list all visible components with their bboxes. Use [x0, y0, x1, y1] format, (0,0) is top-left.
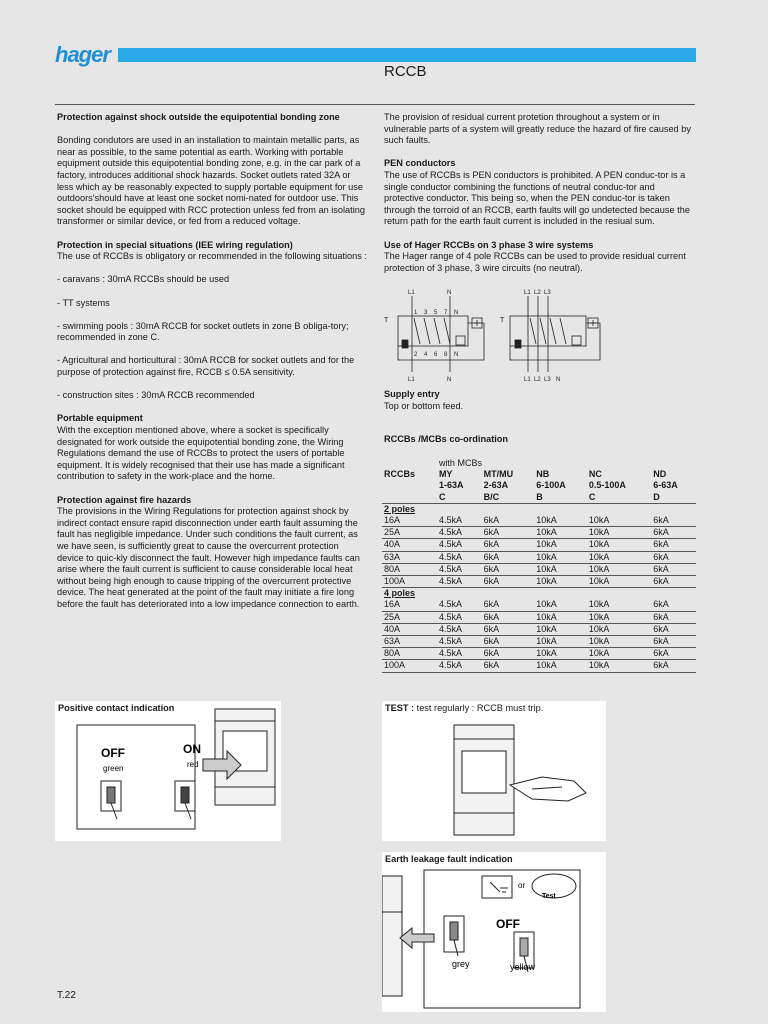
table-cell: [382, 492, 437, 504]
table-row: [382, 539, 696, 551]
table-cell: 6kA: [651, 576, 696, 588]
wiring-diagrams: [384, 288, 696, 384]
label-test-left: T: [384, 317, 389, 324]
table-cell: 6kA: [651, 660, 696, 672]
caption-test-bold: TEST :: [385, 703, 415, 713]
label-off: OFF: [496, 917, 520, 931]
table-row: [382, 611, 696, 623]
table-cell: 4.5kA: [437, 551, 482, 563]
table-cell: B: [534, 492, 587, 504]
table-section-label: [382, 588, 696, 600]
table-cell: 4.5kA: [437, 599, 482, 611]
table-cell: 6kA: [482, 515, 535, 527]
table-cell: 4.5kA: [437, 660, 482, 672]
heading-fire-hazards: Protection against fire hazards: [57, 494, 192, 505]
table-cell: 6kA: [482, 551, 535, 563]
heading-pen-conductors: PEN conductors: [384, 158, 456, 169]
table-cell: 6kA: [482, 563, 535, 575]
table-cell: 10kA: [534, 611, 587, 623]
table-row: [382, 576, 696, 588]
header-bar: [118, 48, 696, 62]
table-cell: 6kA: [482, 539, 535, 551]
table-cell: 63A: [382, 636, 437, 648]
table-cell: 10kA: [587, 515, 651, 527]
table-cell: 6kA: [482, 636, 535, 648]
table-cell: 10kA: [534, 551, 587, 563]
table-cell: [382, 458, 437, 469]
table-cell: 6kA: [482, 660, 535, 672]
table-header-with: [382, 458, 696, 469]
earth-fault-icon: [482, 876, 512, 898]
table-cell: MT/MU: [483, 469, 514, 480]
terminal-3-left: 3: [424, 310, 428, 316]
label-yellow: yellow: [510, 962, 536, 972]
list-item-caravans: - caravans : 30mA RCCBs should be used: [57, 274, 230, 285]
label-l2-bottom-right: L2: [534, 377, 541, 383]
rccb-test-device-icon: [454, 725, 514, 835]
page-title: RCCB: [384, 63, 427, 80]
table-cell: 4.5kA: [437, 636, 482, 648]
label-n-bottom-right: N: [556, 377, 561, 383]
terminal-5-left: 5: [434, 310, 438, 316]
label-l1-bottom-left: L1: [408, 377, 415, 383]
label-l1-top-left: L1: [408, 290, 415, 296]
table-cell: 80A: [382, 648, 437, 660]
table-cell: 63A: [382, 551, 437, 563]
caption-positive-contact: Positive contact indication: [58, 703, 175, 713]
table-cell: 100A: [382, 576, 437, 588]
paragraph-special-intro: The use of RCCBs is obligatory or recommended in the following situations :: [57, 251, 367, 262]
right-column: [384, 112, 696, 286]
wiring-diagram-right: [510, 296, 600, 372]
paragraph-bonding: Bonding condutors are used in an installation to maintain metallic parts, as near as possible, to the same potential as earth. Working with portable equipment outside this equipotential bonding zone, e.g. in the car park of a factory, introduces additional shock hazards. Socket outlets rated 32A or less which ay be reasonably expected to supply portable equipment for use outdoors'should have at least one socket nomi-nated for outdoor use. This socket should be equipped with RCC protection unless fed from an isolating transformer or similar device, or fed from a reduced voltage.: [57, 135, 365, 227]
table-cell: 6kA: [651, 611, 696, 623]
label-on: ON: [183, 742, 201, 756]
table-cell: 40A: [382, 539, 437, 551]
table-cell: NB: [536, 469, 550, 480]
table-cell: B/C: [482, 492, 535, 504]
table-row: [382, 551, 696, 563]
table-cell: 10kA: [534, 623, 587, 635]
header-rule: [55, 104, 695, 105]
label-test: Test: [542, 893, 556, 900]
paragraph-fire: The provisions in the Wiring Regulations for protection against shock by indirect contact ensure rapid disconnection under earth fault assuming the fault has negligible impedance. Under such conditions the fault current, as we have seen, is sufficiently great to cause the overcurrent protection device to quic-kly disconnect the fault. However high impedance faults can arise where the fault current is sufficient to cause considerable local heat without being high enough to cause tripping of the overcurrent protective device. The heat generated at the point of the fault may initiate a fire long before the fault has deteriorated into a low impedance connection to earth.: [57, 506, 360, 609]
table-cell: 4.5kA: [437, 527, 482, 539]
table-cell: 0.5-100A: [588, 480, 626, 491]
table-cell: 10kA: [534, 527, 587, 539]
table-cell: NC: [588, 469, 602, 480]
table-cell: 10kA: [587, 636, 651, 648]
table-cell: C: [587, 492, 651, 504]
supply-entry: [384, 389, 696, 424]
table-cell: MY: [438, 469, 453, 480]
toggle-off-icon: [101, 781, 121, 819]
arrow-left-icon: [400, 928, 434, 948]
table-cell: 6kA: [651, 636, 696, 648]
table-cell: 4 poles: [384, 588, 416, 599]
table-cell: 10kA: [534, 539, 587, 551]
table-cell: RCCBs: [384, 469, 416, 480]
table-cell: 10kA: [534, 636, 587, 648]
terminal-1-left: 1: [414, 310, 418, 316]
label-grey: grey: [452, 959, 470, 969]
rccb-device-icon: [215, 709, 275, 805]
table-cell: [382, 480, 437, 491]
terminal-7-left: 7: [444, 310, 448, 316]
table-cell: 10kA: [587, 623, 651, 635]
table-cell: 25A: [382, 527, 437, 539]
left-column: [57, 112, 367, 622]
indicator-panel: [424, 870, 580, 1008]
table-cell: 10kA: [587, 576, 651, 588]
list-item-swimming-pools: - swimming pools : 30mA RCCB for socket outlets in zone B obliga-tory; recommended in zone C.: [57, 320, 349, 343]
table-cell: ND: [653, 469, 667, 480]
table-cell: D: [651, 492, 696, 504]
table-cell: 10kA: [534, 660, 587, 672]
table-cell: 6kA: [482, 648, 535, 660]
table-row: [382, 648, 696, 660]
label-n-bottom-left: N: [447, 377, 452, 383]
table-cell: 4.5kA: [437, 623, 482, 635]
heading-portable-equipment: Portable equipment: [57, 413, 143, 424]
table-cell: 10kA: [534, 576, 587, 588]
indicator-panel: [77, 725, 195, 829]
table-cell: with MCBs: [438, 458, 482, 468]
table-header-cols: [382, 469, 696, 480]
rccb-side-device-icon: [382, 876, 402, 996]
table-row: [382, 599, 696, 611]
table-cell: 6kA: [651, 539, 696, 551]
page-number: T.22: [57, 990, 76, 1001]
list-item-tt-systems: - TT systems: [57, 297, 110, 308]
table-cell: 10kA: [587, 660, 651, 672]
table-cell: 4.5kA: [437, 576, 482, 588]
table-cell: 10kA: [587, 551, 651, 563]
table-cell: 6kA: [651, 551, 696, 563]
table-cell: 4.5kA: [437, 515, 482, 527]
heading-special-situations: Protection in special situations (IEE wiring regulation): [57, 239, 293, 250]
terminal-8-left: 8: [444, 352, 448, 358]
table-row: [382, 623, 696, 635]
table-cell: 10kA: [534, 599, 587, 611]
figure-test: [382, 701, 606, 841]
table-row: [382, 563, 696, 575]
paragraph-portable: With the exception mentioned above, where a socket is specifically designated for work outside the equipotential bonding zone, the Wiring Regulations demand the use of RCCBs to protect the users of portable equipment. It is widely recognised that their use has made a significant contribution to safety in the work-place and the home.: [57, 425, 345, 482]
caption-test-text: test regularly : RCCB must trip.: [414, 703, 544, 713]
table-cell: 1-63A: [438, 480, 464, 491]
heading-bonding-zone: Protection against shock outside the equipotential bonding zone: [57, 112, 340, 122]
table-cell: 10kA: [587, 599, 651, 611]
toggle-grey-icon: [444, 916, 464, 956]
table-cell: 40A: [382, 623, 437, 635]
label-green: green: [103, 764, 124, 773]
label-test-right: T: [500, 317, 505, 324]
table-cell: 4.5kA: [437, 539, 482, 551]
table-row: [382, 527, 696, 539]
label-l1-top-right: L1: [524, 290, 531, 296]
list-item-agricultural: - Agricultural and horticultural : 30mA RCCB for socket outlets and for the purpose of protection against fire, RCCB ≤ 0.5A sensitivity.: [57, 355, 355, 378]
terminal-6-left: 6: [434, 352, 438, 358]
wiring-diagram-left: [398, 296, 484, 372]
table-cell: 6kA: [482, 623, 535, 635]
coordination-table: [382, 458, 696, 673]
terminal-4-left: 4: [424, 352, 428, 358]
paragraph-3-phase: The Hager range of 4 pole RCCBs can be used to provide residual current protection of 3 phase, 3 wire circuits (no neutral).: [384, 251, 686, 273]
table-cell: 10kA: [587, 611, 651, 623]
paragraph-pen: The use of RCCBs is PEN conductors is prohibited. A PEN conduc-tor is a single conductor combining the functions of neutral conduc-tor and protective conductor. This being so, when the PEN conduc-tor is taken through the torroid of an RCCB, earth faults will go undetected because the return path for the earth fault current is included in the resiual sum.: [384, 169, 690, 227]
table-cell: 16A: [382, 599, 437, 611]
paragraph-residual-protection: The provision of residual current protetion throughout a system or in vulnerable parts of a system will greatly reduce the hazard of fire caused by such faults.: [384, 112, 691, 146]
label-red: red: [187, 760, 199, 769]
table-cell: 6kA: [651, 527, 696, 539]
table-cell: 10kA: [587, 539, 651, 551]
supply-entry-text: Top or bottom feed.: [384, 400, 464, 411]
label-l1-bottom-right: L1: [524, 377, 531, 383]
label-or: or: [518, 881, 526, 890]
table-cell: 6kA: [482, 576, 535, 588]
label-l3-top-right: L3: [544, 290, 551, 296]
table-cell: 10kA: [534, 648, 587, 660]
table-cell: 10kA: [587, 563, 651, 575]
table-cell: 6kA: [651, 648, 696, 660]
heading-supply-entry: Supply entry: [384, 389, 440, 399]
terminal-n-top-left: N: [454, 310, 459, 316]
label-n-top-left: N: [447, 290, 452, 296]
figure-positive-contact: [55, 701, 281, 841]
table-cell: 4.5kA: [437, 611, 482, 623]
table-row: [382, 515, 696, 527]
table-cell: C: [437, 492, 482, 504]
table-cell: 6kA: [482, 611, 535, 623]
table-cell: 4.5kA: [437, 563, 482, 575]
table-cell: 6kA: [482, 527, 535, 539]
table-cell: 80A: [382, 563, 437, 575]
table-cell: 25A: [382, 611, 437, 623]
label-off: OFF: [101, 746, 125, 760]
terminal-n-bottom-left: N: [454, 352, 459, 358]
table-cell: 6-63A: [653, 480, 678, 491]
table-cell: 16A: [382, 515, 437, 527]
heading-3-phase: Use of Hager RCCBs on 3 phase 3 wire systems: [384, 239, 594, 250]
hager-logo: hager: [55, 42, 110, 67]
list-item-construction: - construction sites : 30mA RCCB recommended: [57, 390, 255, 401]
table-cell: 6kA: [651, 515, 696, 527]
table-header-ranges: [382, 480, 696, 491]
table-cell: 6kA: [482, 599, 535, 611]
label-l3-bottom-right: L3: [544, 377, 551, 383]
table-row: [382, 660, 696, 672]
table-section-label: [382, 503, 696, 515]
table-cell: 6kA: [651, 599, 696, 611]
hand-pressing-test-icon: [510, 777, 586, 801]
table-cell: 6kA: [651, 623, 696, 635]
table-cell: 2-63A: [483, 480, 509, 491]
table-cell: 100A: [382, 660, 437, 672]
table-cell: 10kA: [587, 648, 651, 660]
figure-earth-leakage: [382, 852, 606, 1012]
label-l2-top-right: L2: [534, 290, 541, 296]
terminal-2-left: 2: [414, 352, 418, 358]
table-row: [382, 636, 696, 648]
table-cell: 10kA: [534, 563, 587, 575]
table-cell: 6-100A: [536, 480, 566, 491]
coordination-heading-wrap: [384, 434, 696, 446]
heading-coordination: RCCBs /MCBs co-ordination: [384, 434, 509, 444]
table-cell: 2 poles: [384, 503, 416, 514]
table-cell: 4.5kA: [437, 648, 482, 660]
table-cell: 10kA: [587, 527, 651, 539]
toggle-on-icon: [175, 781, 195, 819]
table-header-curves: [382, 492, 696, 504]
table-cell: 10kA: [534, 515, 587, 527]
table-cell: 6kA: [651, 563, 696, 575]
caption-earth-leakage: Earth leakage fault indication: [385, 854, 513, 864]
